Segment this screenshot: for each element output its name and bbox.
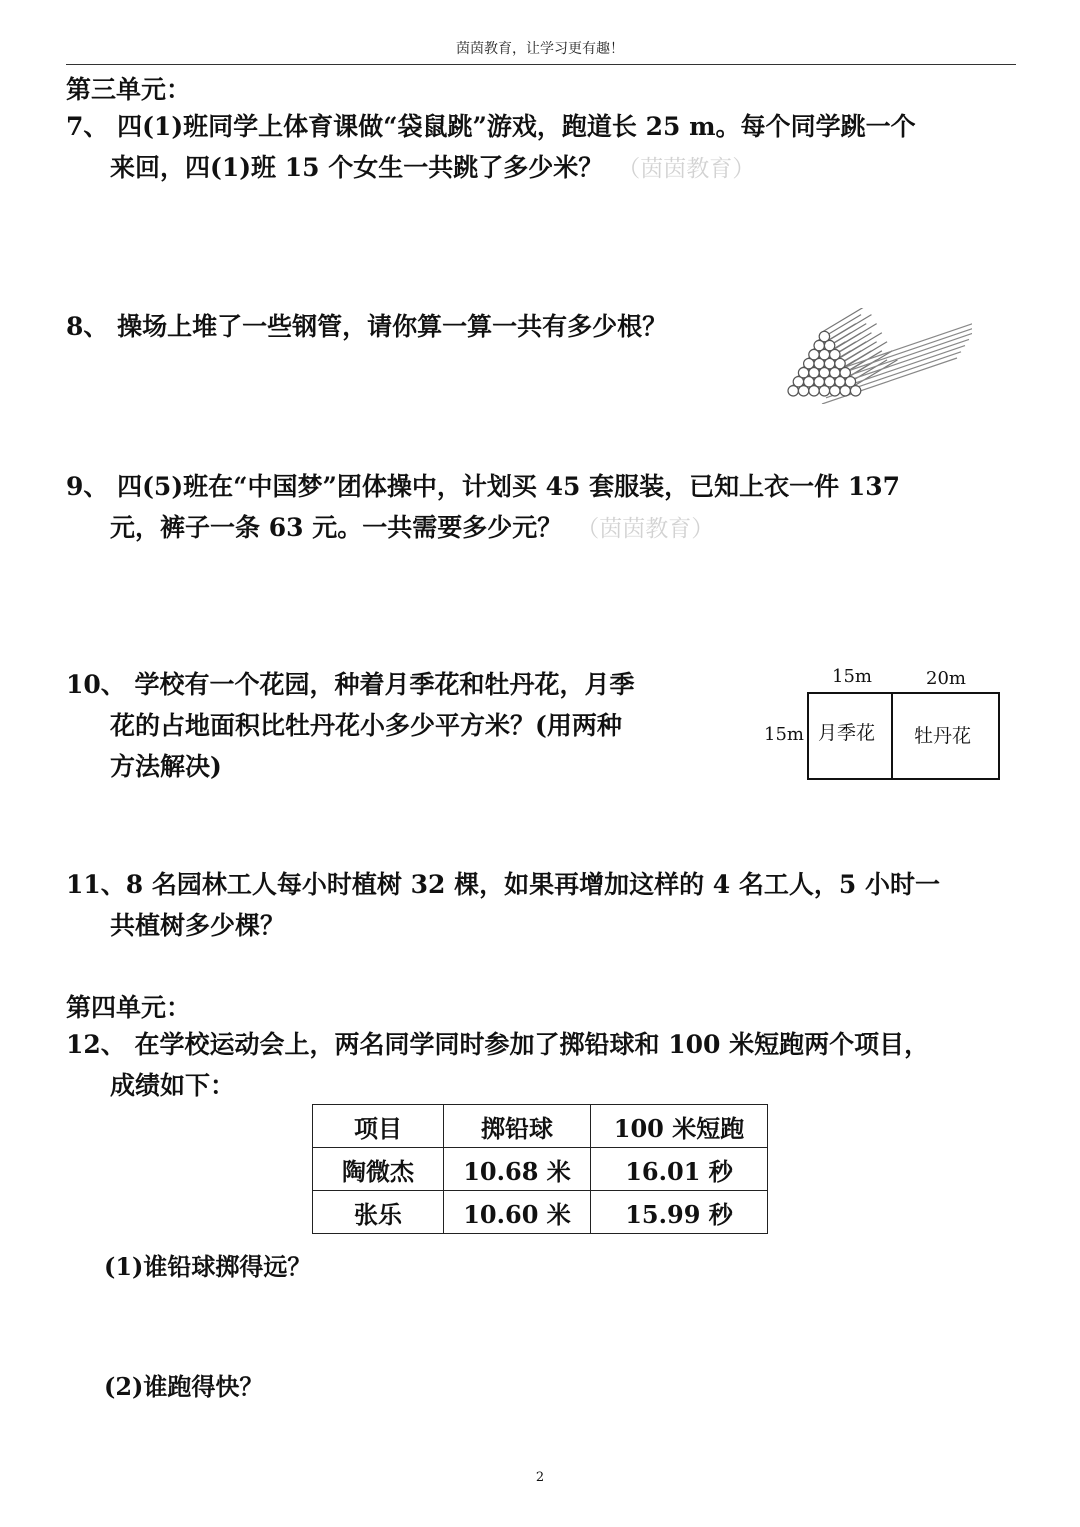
question-9 <box>66 466 900 550</box>
garden-divider <box>891 694 893 778</box>
header-rule <box>66 64 1016 65</box>
question-9-line1: 9、 四(5)班在“中国梦”团体操中，计划买 45 套服装，已知上衣一件 137 <box>66 472 900 501</box>
table-header-cell: 项目 <box>313 1105 444 1148</box>
garden-side-length: 15m <box>764 724 804 745</box>
question-10-line2: 花的占地面积比牡丹花小多少平方米？(用两种 <box>110 711 622 740</box>
steel-pipes-illustration <box>782 308 972 404</box>
question-11 <box>66 864 940 946</box>
garden-figure <box>760 664 1010 790</box>
question-10 <box>66 664 635 787</box>
question-7-line2-text: 来回，四(1)班 15 个女生一共跳了多少米？ <box>110 153 604 182</box>
question-8-line1: 8、 操场上堆了一些钢管，请你算一算一共有多少根？ <box>66 312 668 341</box>
table-cell: 10.60 米 <box>444 1191 591 1234</box>
pipe-end <box>819 331 829 341</box>
question-10-line1: 10、 学校有一个花园，种着月季花和牡丹花，月季 <box>66 670 635 699</box>
table-header-cell: 掷铅球 <box>444 1105 591 1148</box>
section-title-unit4: 第四单元： <box>66 993 192 1022</box>
question-7-line1: 7、 四(1)班同学上体育课做“袋鼠跳”游戏，跑道长 25 m。每个同学跳一个 <box>66 112 916 141</box>
table-cell: 陶微杰 <box>313 1148 444 1191</box>
table-cell: 16.01 秒 <box>591 1148 768 1191</box>
table-row <box>313 1148 768 1191</box>
page-number: 2 <box>535 1470 545 1485</box>
page-header: 茵茵教育，让学习更有趣！ <box>456 41 624 57</box>
garden-top-right-length: 20m <box>926 668 966 689</box>
question-12-line1: 12、 在学校运动会上，两名同学同时参加了掷铅球和 100 米短跑两个项目， <box>66 1030 930 1059</box>
garden-cell-peony: 牡丹花 <box>914 725 972 747</box>
question-12-sub1: (1)谁铅球掷得远？ <box>104 1252 312 1281</box>
question-8 <box>66 306 667 347</box>
table-row <box>313 1191 768 1234</box>
question-7 <box>66 106 916 190</box>
garden-rectangle <box>807 692 1000 780</box>
question-11-line1: 11、8 名园林工人每小时植树 32 棵，如果再增加这样的 4 名工人，5 小时一 <box>66 870 940 899</box>
question-7-line2 <box>66 147 916 190</box>
table-cell: 15.99 秒 <box>591 1191 768 1234</box>
watermark: （茵茵教育） <box>576 516 715 542</box>
question-11-line2: 共植树多少棵？ <box>110 911 286 940</box>
question-12 <box>66 1024 929 1106</box>
garden-top-left-length: 15m <box>832 666 872 687</box>
section-title-unit3: 第三单元： <box>66 75 192 104</box>
table-header-cell: 100 米短跑 <box>591 1105 768 1148</box>
question-10-line3: 方法解决) <box>110 752 222 781</box>
score-table <box>312 1104 768 1234</box>
watermark: （茵茵教育） <box>617 156 756 182</box>
question-12-line2: 成绩如下： <box>110 1071 236 1100</box>
garden-cell-rose: 月季花 <box>818 722 876 744</box>
question-12-sub2: (2)谁跑得快？ <box>104 1372 264 1401</box>
pipe-body <box>821 308 867 333</box>
question-9-line2-text: 元，裤子一条 63 元。一共需要多少元？ <box>110 513 563 542</box>
table-header-row <box>313 1105 768 1148</box>
table-cell: 张乐 <box>313 1191 444 1234</box>
question-9-line2 <box>66 507 900 550</box>
table-cell: 10.68 米 <box>444 1148 591 1191</box>
